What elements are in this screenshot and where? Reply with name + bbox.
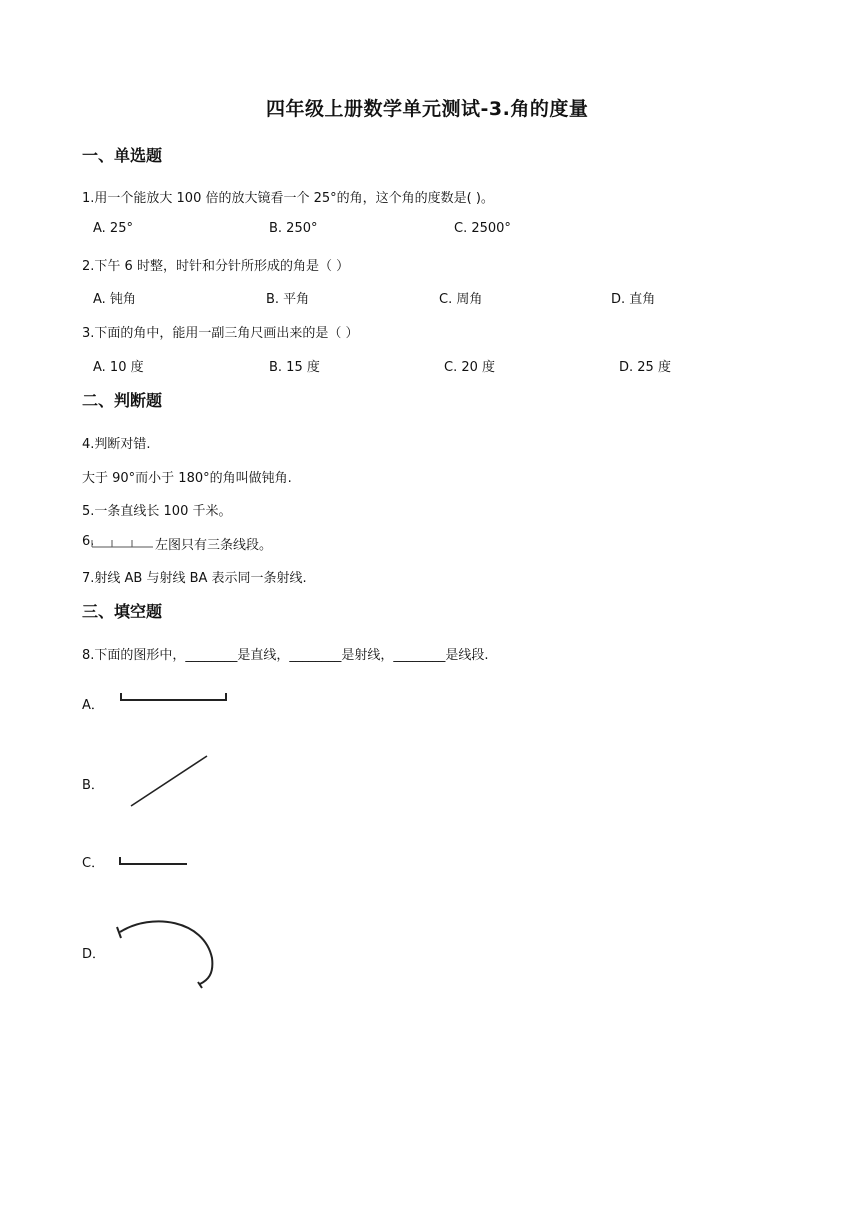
question-8: 8.下面的图形中，________是直线，________是射线，________是线段. [82, 648, 489, 663]
figure-label-a: A． [82, 698, 104, 713]
q1-option-b: B. 250° [269, 221, 318, 236]
q2-option-a: A. 钝角 [93, 292, 136, 307]
question-2: 2.下午 6 时整，时针和分针所形成的角是（ ） [82, 259, 350, 274]
question-6-text: 左图只有三条线段。 [155, 538, 273, 553]
q3-option-b: B. 15 度 [269, 360, 320, 375]
q3-option-c: C. 20 度 [444, 360, 496, 375]
question-1: 1.用一个能放大 100 倍的放大镜看一个 25°的角，这个角的度数是( )。 [82, 191, 494, 206]
q3-option-d: D. 25 度 [619, 360, 671, 375]
figure-label-b: B． [82, 778, 104, 793]
q3-option-a: A. 10 度 [93, 360, 144, 375]
figure-label-d: D． [82, 947, 106, 962]
q2-option-b: B. 平角 [266, 292, 310, 307]
q6-segments-figure [91, 536, 155, 550]
q2-option-d: D. 直角 [611, 292, 656, 307]
figure-label-c: C． [82, 856, 105, 871]
q2-option-c: C. 周角 [439, 292, 483, 307]
question-3: 3.下面的角中，能用一副三角尺画出来的是（ ） [82, 326, 359, 341]
question-6-number: 6. [82, 534, 95, 549]
section-heading-fill-blank: 三、填空题 [82, 602, 163, 621]
figure-d-curve [112, 916, 224, 992]
q1-option-c: C. 2500° [454, 221, 511, 236]
question-4-line-2: 大于 90°而小于 180°的角叫做钝角. [82, 471, 292, 486]
q1-option-a: A. 25° [93, 221, 133, 236]
question-4-line-1: 4.判断对错. [82, 437, 151, 452]
section-heading-true-false: 二、判断题 [82, 391, 163, 410]
question-5: 5.一条直线长 100 千米。 [82, 504, 232, 519]
figure-a-segment [118, 690, 230, 706]
page-title: 四年级上册数学单元测试-3.角的度量 [266, 98, 589, 120]
figure-b-line [126, 752, 212, 810]
question-7: 7.射线 AB 与射线 BA 表示同一条射线. [82, 571, 307, 586]
figure-c-ray [116, 854, 190, 870]
section-heading-single-choice: 一、单选题 [82, 146, 163, 165]
